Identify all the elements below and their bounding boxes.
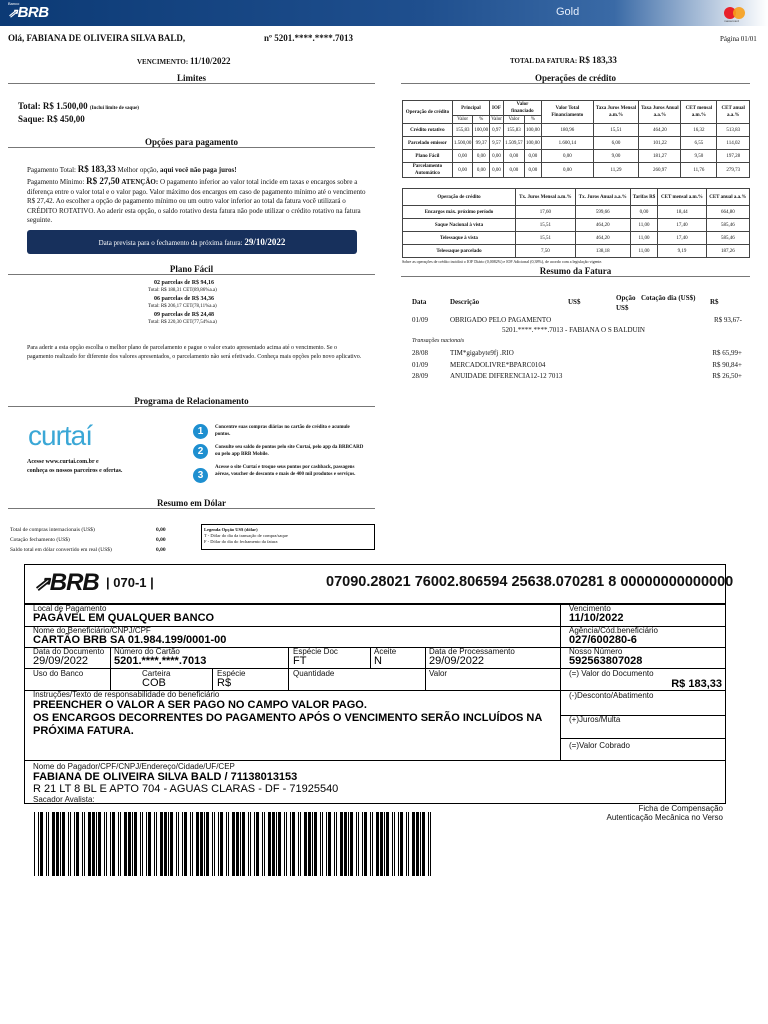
barcode-bar [384,812,385,876]
boleto-divider [560,738,725,739]
barcode-bar [376,812,379,876]
instrucoes-label: Instruções/Texto de responsabilidade do beneficiário [33,690,220,699]
barcode-bar [372,812,373,876]
barcode-bar [248,812,249,876]
payment-total-line: Pagamento Total: R$ 183,33 Melhor opção, aqui você não paga juros! [27,164,237,174]
barcode-bar [176,812,177,876]
data-doc: 29/09/2022 [33,655,89,667]
uso-banco-label: Uso do Banco [33,669,84,678]
barcode-bar [400,812,403,876]
payment-options-title: Opções para pagamento [8,137,375,148]
data-doc-label: Data do Documento [33,647,105,656]
aceite-label: Aceite [374,647,397,656]
barcode-bar [326,812,327,876]
barcode-bar [394,812,395,876]
card-number: nº 5201.****.****.7013 [264,33,353,43]
barcode-bar [154,812,155,876]
table-row: Parcelamento Automático 0,00 0,00 0,00 0,00 0,00 0,00 11,29 260,97 11,76 279,73 [403,163,750,178]
barcode-bar [70,812,71,876]
barcode-bar [204,812,205,876]
barcode-bar [156,812,157,876]
credit-table-rates: Operação de crédito Tx. Juros Mensal a.m.% Tx. Juros Anual a.a.% Tarifas R$ CET mensal a.m.% CET anual a.a.% Encargos máx. próximo período 17,60 599,66 0,00 18,44 664,80 Saque Nacional à vista 15,51 464,20 11,00 17,40 585,46 Telessaque à vista 15,51 464,20 11,00 17,40 585,46 Telessaque parcelado 7,50 138,18 11,00 9,19 187,26 [402,188,750,258]
plano-option: 06 parcelas de R$ 34,36 Total: R$ 206,17 CET(78,11%a.a) [148,296,217,309]
barcode-bar [46,812,47,876]
instrucao-1: PREENCHER O VALOR A SER PAGO NO CAMPO VALOR PAGO. [33,699,367,711]
operacoes-title: Operações de crédito [401,73,750,84]
table-row: Saque Nacional à vista 15,51 464,20 11,00 17,40 585,46 [403,219,750,232]
next-closing-date: 29/10/2022 [244,237,286,247]
tx-desc: ANUIDADE DIFERENCIA12-12 7013 [450,372,563,380]
barcode-bar [412,812,415,876]
barcode-bar [74,812,75,876]
barcode-bar [356,812,357,876]
data-proc-label: Data de Processamento [429,647,515,656]
barcode-bar [220,812,223,876]
pagador: FABIANA DE OLIVEIRA SILVA BALD / 71138013153 [33,771,298,783]
digitable-line: 07090.28021 76002.806594 25638.070281 8 00000000000000 [326,574,734,590]
table-row: Telessaque parcelado 7,50 138,18 11,00 9,19 187,26 [403,245,750,258]
local-pagamento: PAGÁVEL EM QUALQUER BANCO [33,612,215,624]
instrucao-2: OS ENCARGOS DECORRENTES DO PAGAMENTO APÓS O VENCIMENTO SERÃO INCLUÍDOS NA PRÓXIMA FATURA. [33,712,542,737]
barcode-bar [96,812,97,876]
barcode-bar [98,812,101,876]
tx-desc: TIM*gigabyte9fj .RIO [450,349,514,357]
plano-facil-options [148,280,217,326]
boleto-vline [288,647,289,690]
barcode-bar [132,812,133,876]
payment-desc: OBRIGADO PELO PAGAMENTO [450,316,552,324]
barcode-bar [380,812,383,876]
plano-facil-title: Plano Fácil [8,264,375,275]
aceite: N [374,655,382,667]
relacionamento-title: Programa de Relacionamento [8,396,375,407]
barcode-bar [178,812,179,876]
col-us: US$ [568,298,581,306]
barcode-bar [76,812,79,876]
tx-date: 28/08 [412,349,428,357]
barcode-bar [88,812,91,876]
beneficiario-label: Nome do Beneficiário/CNPJ/CPF [33,626,151,635]
data-proc: 29/09/2022 [429,655,485,667]
barcode-bar [170,812,173,876]
payment-minimum-text: Pagamento Mínimo: R$ 27,50 ATENÇÃO: O pagamento inferior ao valor total incide em taxas e encargos sobre a diferença entre o valor total e o valor pago. Valor máximo dos encargos em caso de pagamento mínimo até o vencimento R$ 27,42. Ao escolher a opção de pagamento mínimo ou um outro valor inferior ao total da fatura você utilizará o CRÉDITO ROTATIVO. Ao aderir esta opção, o saldo rotativo desta fatura não pode utilizar o crédito rotativo na fatura seguinte. [27,176,366,224]
barcode-bar [40,812,43,876]
table-row: Crédito rotativo 155,83 100,00 0,97 155,83 100,00 180,96 15,51 464,20 16,32 513,83 [403,124,750,137]
barcode-bar [272,812,275,876]
top-header-bar [0,0,768,26]
barcode-bar [52,812,55,876]
payment-value: R$ 93,67- [714,316,742,324]
tx-date: 01/09 [412,361,428,369]
bank-small-label: Banco [8,1,20,6]
barcode-bar [370,812,371,876]
barcode-bar [200,812,203,876]
bank-code: | 070-1 | [106,575,154,590]
boleto-brb-logo: ⇗BRB [34,569,99,596]
especie-doc-label: Espécie Doc [293,647,338,656]
nosso-numero-label: Nosso Número [569,647,623,656]
tx-value: R$ 90,84+ [712,361,742,369]
barcode-bar [182,812,183,876]
beneficiario: CARTÃO BRB SA 01.984.199/0001-00 [33,634,227,646]
barcode-bar [34,812,35,876]
col-opcao: Opção US$ [616,294,636,312]
ficha-compensacao: Ficha de Compensação [638,804,723,813]
barcode-bar [348,812,349,876]
limit-saque: Saque: R$ 450,00 [18,114,85,124]
barcode-bar [392,812,393,876]
pagador-endereco: R 21 LT 8 BL E APTO 704 - AGUAS CLARAS - DF - 71925540 [33,783,339,795]
barcode-bar [304,812,307,876]
barcode-bar [214,812,215,876]
limit-total: Total: R$ 1.500,00 (Inclui limite de saque) [18,101,139,111]
barcode-bar [334,812,335,876]
tx-date: 28/09 [412,372,428,380]
barcode-bar [128,812,131,876]
resumo-dolar-rows [10,525,170,555]
barcode-bar [278,812,281,876]
barcode-bar [92,812,95,876]
barcode-bar [124,812,127,876]
barcode-bar [242,812,245,876]
barcode-bar [364,812,367,876]
barcode-bar [118,812,119,876]
barcode-bar [140,812,141,876]
table-row: Plano Fácil 0,00 0,00 0,00 0,00 0,00 0,00 9,00 181,27 9,50 197,28 [403,150,750,163]
limits-title: Limites [8,73,375,84]
barcode-bar [190,812,191,876]
especie-label: Espécie [217,669,246,678]
num-cartao-label: Número do Cartão [114,647,180,656]
card-variant-label: Gold [556,6,580,18]
barcode-bar [340,812,343,876]
boleto-vline [370,647,371,668]
boleto-vline [110,647,111,690]
tx-desc: MERCADOLIVRE*BPARC0104 [450,361,546,369]
barcode-bar [212,812,213,876]
barcode-bar [110,812,111,876]
boleto-vline [425,647,426,690]
especie: R$ [217,677,232,689]
carteira-label: Carteira [142,669,171,678]
relacionamento-steps [193,424,369,492]
pagador-label: Nome do Pagador/CPF/CNPJ/Endereço/Cidade/UF/CEP [33,762,235,771]
brb-arrow-icon: ⇗ [34,573,50,595]
autenticacao-mecanica: Autenticação Mecânica no Verso [606,813,723,822]
credit-footnote: Sobre as operações de crédito incidirá o IOF Diário (0,0082%) e IOF Adicional (0,38%), de acordo com a legislação vigente. [402,259,603,264]
barcode-bar [184,812,187,876]
nosso-numero: 592563807028 [569,655,643,667]
brb-logo-text: BRB [17,4,49,21]
barcode-bar [322,812,323,876]
desconto-label: (-)Desconto/Abatimento [569,691,654,700]
boleto-vline [560,603,561,760]
barcode-bar [254,812,255,876]
step-number-icon: 2 [193,444,208,459]
barcode-bar [268,812,271,876]
barcode-bar [264,812,265,876]
dolar-legend-box: Legenda Opção US$ (dólar) T - Dólar do dia da transação de compra/saque F - Dólar do dia do fechamento da fatura [201,524,375,550]
barcode-bar [106,812,107,876]
barcode-bar [192,812,193,876]
barcode-bar [284,812,285,876]
boleto-vline [212,668,213,690]
payment-date: 01/09 [412,316,428,324]
avalista-label: Sacador Avalista: [33,795,95,804]
quantidade-label: Quantidade [293,669,335,678]
total-fatura: TOTAL DA FATURA: R$ 183,33 [510,55,617,65]
col-rs: R$ [710,298,719,306]
step-number-icon: 3 [193,468,208,483]
dolar-row: Saldo total em dólar convertido em real (US$) 0,00 [10,547,166,553]
barcode-bar [420,812,421,876]
carteira: COB [142,677,166,689]
table-row: Encargos máx. próximo período 17,60 599,66 0,00 18,44 664,80 [403,206,750,219]
barcode-bar [292,812,295,876]
barcode-bar [48,812,49,876]
barcode-bar [422,812,425,876]
barcode-bar [290,812,291,876]
col-data: Data [412,298,427,306]
agencia-label: Agência/Cód.beneficiário [569,626,658,635]
juros-label: (+)Juros/Multa [569,715,621,724]
boleto-divider [24,760,725,761]
boleto-barcode [34,812,434,876]
barcode-bar [386,812,389,876]
barcode-bar [308,812,311,876]
curtai-logo: curtaí [28,420,93,451]
dolar-row: Total de compras internacionais (US$) 0,00 [10,527,166,533]
vencimento-label: Vencimento [569,604,611,613]
table-row: Telessaque à vista 15,51 464,20 11,00 17,40 585,46 [403,232,750,245]
barcode-bar [160,812,163,876]
barcode-bar [148,812,151,876]
plano-option: 02 parcelas de R$ 94,16 Total: R$ 188,31 CET(89,86%a.a) [148,280,217,293]
especie-doc: FT [293,655,307,667]
curtai-access: Acesse www.curtai.com.br e conheça os nossos parceiros e ofertas. [27,459,123,474]
barcode-bar [328,812,331,876]
barcode-bar [240,812,241,876]
greeting: Olá, FABIANA DE OLIVEIRA SILVA BALD, [8,33,186,43]
barcode-bar [84,812,85,876]
barcode-bar [112,812,115,876]
mastercard-text: mastercard [724,19,740,23]
barcode-bar [276,812,277,876]
barcode-bar [362,812,363,876]
barcode-bar [134,812,137,876]
barcode-bar [262,812,263,876]
vencimento: 11/10/2022 [569,612,624,624]
barcode-bar [428,812,429,876]
brb-logo [8,4,49,21]
col-cotacao: Cotação dia (US$) [641,294,696,302]
barcode-bar [298,812,299,876]
barcode-bar [314,812,317,876]
barcode-bar [142,812,143,876]
barcode-bar [320,812,321,876]
transactions-label: Transações nacionais [412,338,465,344]
valor-doc: R$ 183,33 [671,678,722,690]
barcode-bar [62,812,65,876]
step-number-icon: 1 [193,424,208,439]
barcode-bar [430,812,431,876]
barcode-bar [228,812,229,876]
dolar-row: Cotação fechamento (US$) 0,00 [10,537,166,543]
payment-desc-2: 5201.****.****.7013 - FABIANA O S BALDUIN [502,326,645,334]
barcode-bar [68,812,69,876]
plano-facil-paragraph: Para aderir a esta opção escolha o melhor plano de parcelamento e pague o valor exato apresentado acima até o vencimento. Se o pagamento realizado for diferente dos valores apresentados, o parcelamento não será efetivado. Conheça mais opções pelo novo aplicativo. [27,345,362,360]
page-indicator: Página 01/01 [720,35,757,43]
barcode-bar [358,812,359,876]
barcode-bar [232,812,235,876]
step-item: 2 Consulte seu saldo de pontos pelo site Curtaí, pelo app da BRBCARD ou pelo app BRB Mobile. [193,444,369,464]
brb-arrow-icon: ⇗ [8,6,18,20]
due-date: VENCIMENTO: 11/10/2022 [137,56,231,66]
barcode-bar [350,812,353,876]
barcode-bar [146,812,147,876]
boleto-divider [24,603,725,605]
barcode-bar [300,812,301,876]
mastercard-logo-icon [724,7,750,21]
barcode-bar [344,812,347,876]
agencia: 027/600280-6 [569,634,637,646]
barcode-bar [236,812,239,876]
step-item: 1 Concentre suas compras diárias no cartão de crédito e acumule pontos. [193,424,369,444]
plano-option: 09 parcelas de R$ 24,48 Total: R$ 220,30 CET(77,54%a.a) [148,312,217,325]
step-item: 3 Acesse o site Curtaí e troque seus pontos por cashback, passagens aéreas, voucher de desconto e mais de 400 mil produtos e serviços. [193,464,369,492]
barcode-bar [408,812,409,876]
next-closing-banner [27,230,357,254]
barcode-bar [250,812,251,876]
barcode-bar [206,812,209,876]
cobrado-label: (=)Valor Cobrado [569,741,630,750]
next-closing-label: Data prevista para o fechamento da próxima fatura: [98,239,243,247]
barcode-bar [56,812,59,876]
col-descricao: Descrição [450,298,480,306]
tx-value: R$ 65,99+ [712,349,742,357]
barcode-bar [104,812,105,876]
barcode-bar [416,812,419,876]
table-row: Parcelado emissor 1.500,00 99,37 9,57 1.509,57 100,00 1.600,14 6,00 101,22 6,55 114,02 [403,137,750,150]
barcode-bar [196,812,199,876]
num-cartao: 5201.****.****.7013 [114,655,207,667]
barcode-bar [168,812,169,876]
resumo-dolar-title: Resumo em Dólar [8,498,375,509]
barcode-bar [38,812,39,876]
credit-table-main: Operação de crédito Principal IOF Valor financiado Valor Total Financiamento Taxa Juros Mensal a.m.% Taxa Juros Anual a.a.% CET mensal a.m.% CET anual a.a.% Valor % Valor Valor % Crédito rotativo 155,83 100,00 0,97 155,83 100,00 180,96 15,51 464,20 16,32 513,83 Parcelado emissor 1.500,00 99,37 9,57 1.509,57 100,00 1.600,14 6,00 101,22 6,55 114,02 Plano Fácil 0,00 0,00 0,00 0,00 0,00 0,00 9,00 181,27 9,50 197,28 Parcelamento Automático 0,00 0,00 0,00 0,00 0,00 0,00 11,29 260,97 11,76 279,73 [402,100,750,178]
barcode-bar [256,812,259,876]
barcode-bar [218,812,219,876]
barcode-bar [120,812,121,876]
valor-label: Valor [429,669,448,678]
tx-value: R$ 26,50+ [712,372,742,380]
valor-doc-label: (=) Valor do Documento [569,669,654,678]
barcode-bar [60,812,61,876]
barcode-bar [226,812,227,876]
barcode-bar [312,812,313,876]
barcode-bar [164,812,167,876]
resumo-fatura-title: Resumo da Fatura [401,266,750,277]
local-pagamento-label: Local de Pagamento [33,604,107,613]
barcode-bar [398,812,399,876]
barcode-bar [82,812,83,876]
barcode-bar [286,812,287,876]
barcode-bar [336,812,337,876]
barcode-bar [406,812,407,876]
